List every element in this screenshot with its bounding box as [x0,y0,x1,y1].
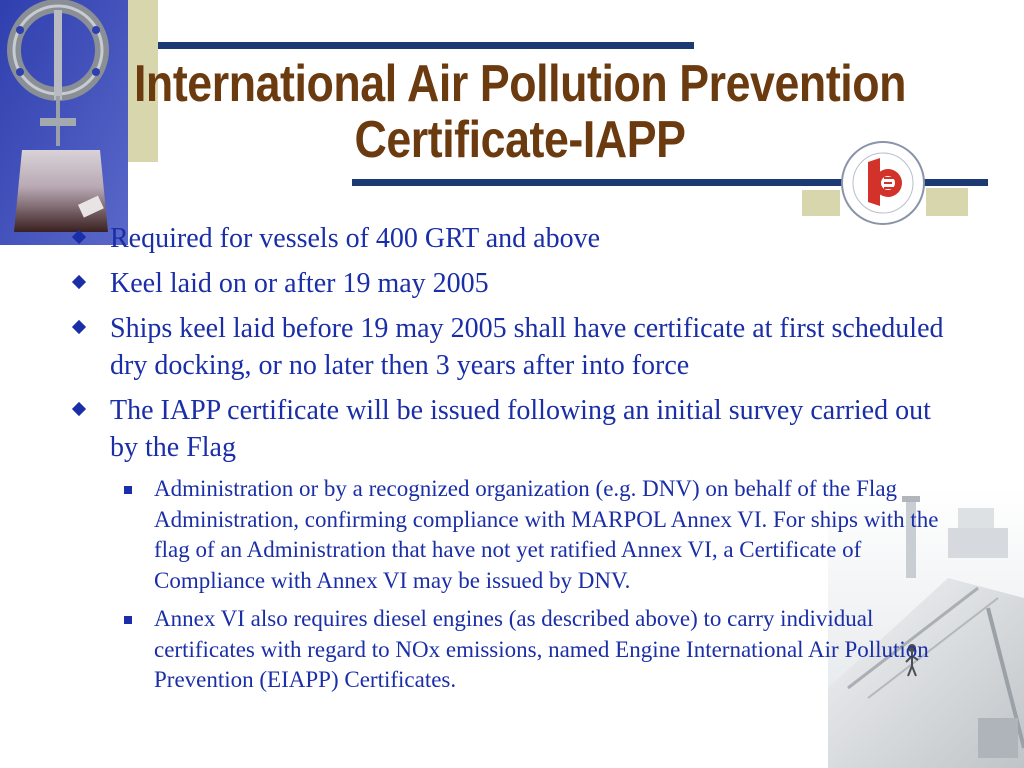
decor-block-right-1 [802,190,840,216]
subbullet-item [70,474,950,596]
square-bullet-icon [124,486,132,494]
bullet-text: The IAPP certificate will be issued following an initial survey carried out by the Flag [110,395,931,463]
flange-photo [0,0,128,245]
slide-title [124,56,915,168]
title-line-2: Certificate-IAPP [354,111,686,169]
bullet-item [70,265,950,302]
slide-body [70,220,950,704]
bullet-text: Required for vessels of 400 GRT and above [110,223,601,254]
square-bullet-icon [124,616,132,624]
rule-top [158,42,694,49]
bullet-text: Ships keel laid before 19 may 2005 shall have certificate at first scheduled dry docking, or no later then 3 years after into force [110,313,944,381]
diamond-bullet-icon [72,402,86,416]
subbullet-text: Administration or by a recognized organization (e.g. DNV) on behalf of the Flag Administration, confirming compliance with MARPOL Annex VI. For ships with the flag of an Administration that have not yet ratified Annex VI, a Certificate of Compliance with Annex VI may be issued by DNV. [154,476,939,593]
bullet-item [70,220,950,257]
diamond-bullet-icon [72,275,86,289]
diamond-bullet-icon [72,320,86,334]
subbullet-text: Annex VI also requires diesel engines (as described above) to carry individual certificates with regard to NOx emissions, named Engine International Air Pollution Prevention (EIAPP) Certificates. [154,606,929,692]
bullet-item [70,310,950,384]
subbullet-item [70,604,950,696]
decor-block-right-2 [926,188,968,216]
bullet-text: Keel laid on or after 19 may 2005 [110,268,489,299]
diamond-bullet-icon [72,230,86,244]
bullet-item [70,392,950,466]
title-line-1: International Air Pollution Prevention [133,55,907,113]
